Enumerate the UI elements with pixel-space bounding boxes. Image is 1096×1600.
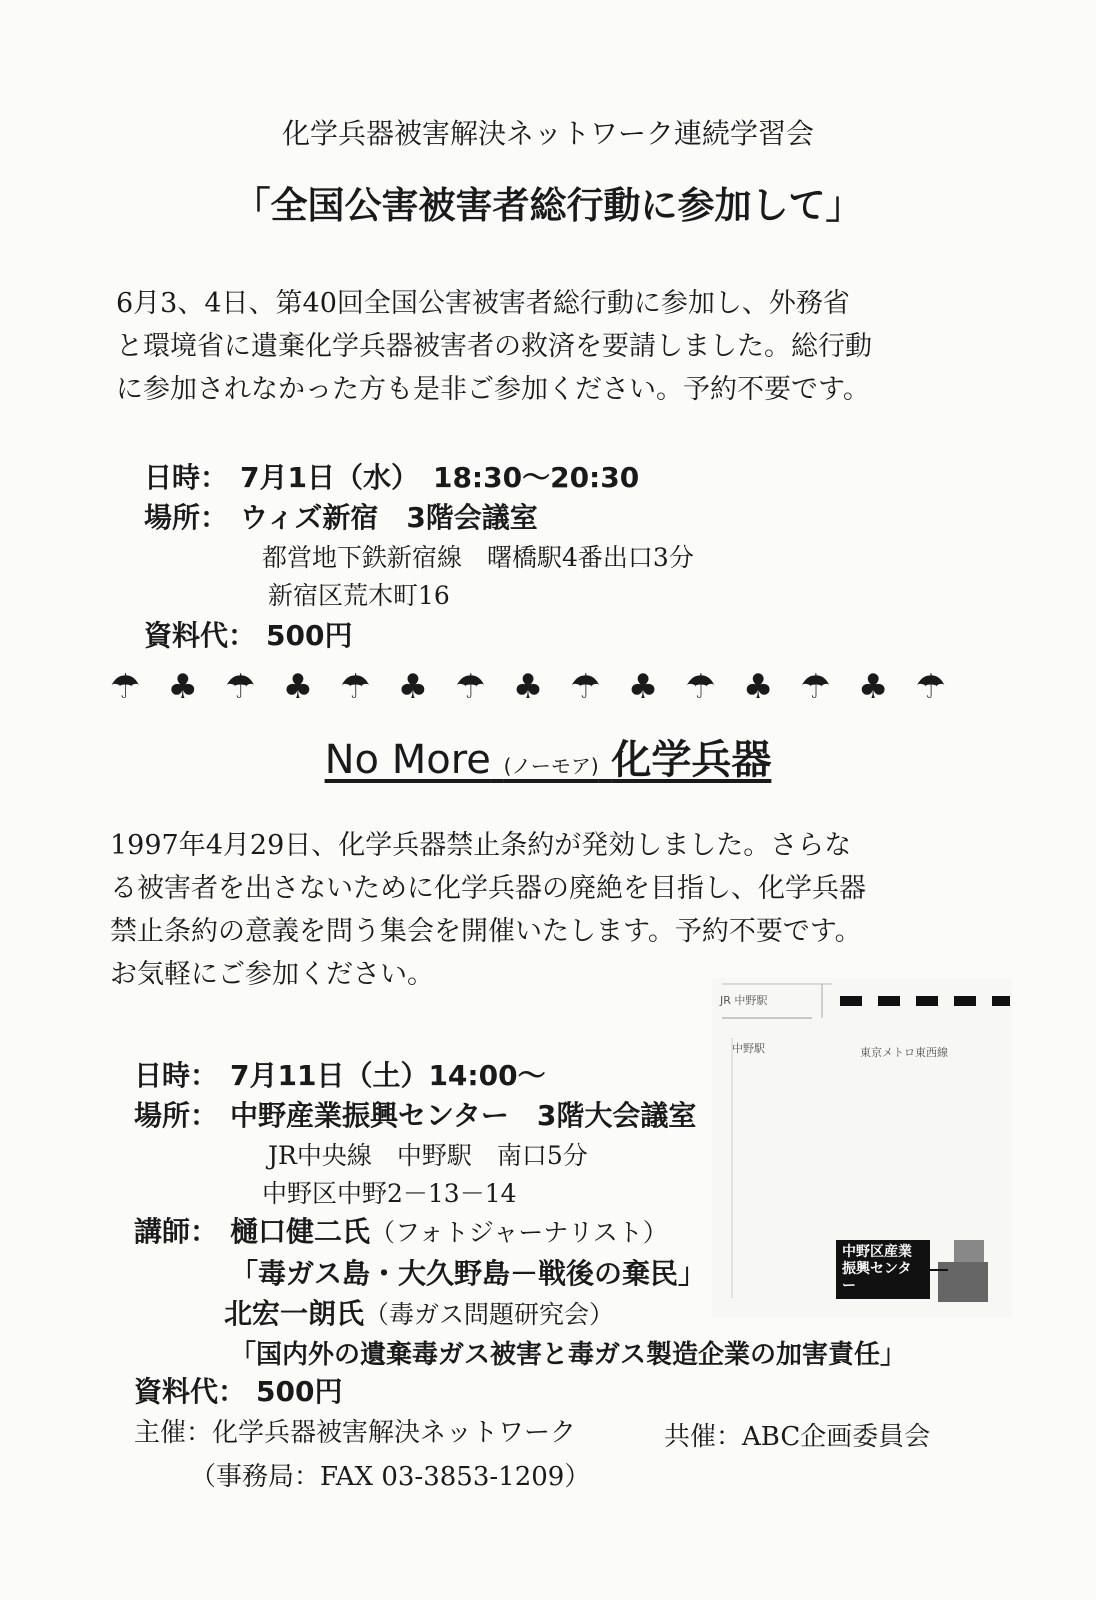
- event2-description-line: お気軽にご参加ください。: [110, 959, 434, 990]
- map-station-label-1: JR 中野駅: [720, 994, 768, 1007]
- ornament-divider: [110, 662, 946, 712]
- event1-fee-label: 資料代：: [144, 619, 257, 652]
- event1-description-line: 6月3、4日、第40回全国公害被害者総行動に参加し、外務省: [116, 288, 850, 319]
- umbrella-icon: ☂: [455, 667, 486, 707]
- event2-description-line: る被害者を出さないために化学兵器の廃絶を目指し、化学兵器: [110, 873, 866, 904]
- clover-icon: ♣: [512, 667, 544, 707]
- clover-icon: ♣: [397, 667, 429, 707]
- umbrella-icon: ☂: [800, 667, 831, 707]
- event1-place-label: 場所：: [144, 501, 229, 534]
- event1-fee-value: 500円: [266, 619, 353, 652]
- umbrella-icon: ☂: [915, 667, 946, 707]
- umbrella-icon: ☂: [570, 667, 601, 707]
- clover-icon: ♣: [857, 667, 889, 707]
- speaker2-talk: 「国内外の遺棄毒ガス被害と毒ガス製造企業の加害責任」: [230, 1340, 907, 1370]
- clover-icon: ♣: [282, 667, 314, 707]
- clover-icon: ♣: [742, 667, 774, 707]
- event1-date-label: 日時：: [144, 461, 229, 494]
- event2-address: 中野区中野2－13－14: [262, 1179, 517, 1208]
- event1-date-value: 7月1日（水） 18:30～20:30: [240, 461, 640, 494]
- event2-place-row: [134, 1094, 696, 1134]
- clover-icon: ♣: [167, 667, 199, 707]
- map-station-label-2: 中野駅: [732, 1042, 765, 1055]
- event2-fee-value: 500円: [256, 1375, 343, 1408]
- event1-access: 都営地下鉄新宿線 曙橋駅4番出口3分: [262, 543, 694, 572]
- office-contact: （事務局：FAX 03-3853-1209）: [190, 1462, 591, 1492]
- umbrella-icon: ☂: [110, 667, 141, 707]
- event2-access: JR中央線 中野駅 南口5分: [268, 1141, 588, 1170]
- event1-address: 新宿区荒木町16: [268, 581, 450, 610]
- speaker2-name: 北宏一朗氏: [224, 1297, 365, 1330]
- event1-description: [116, 282, 872, 411]
- event2-description-line: 禁止条約の意義を問う集会を開催いたします。予約不要です。: [110, 916, 862, 947]
- event2-title-underlined: [325, 737, 772, 783]
- speaker1-affiliation: （フォトジャーナリスト）: [370, 1218, 668, 1247]
- event1-description-line: に参加されなかった方も是非ご参加ください。予約不要です。: [116, 374, 870, 405]
- event2-title-kanji: 化学兵器: [611, 737, 772, 783]
- map-venue-label: 中野区産業振興センター: [836, 1240, 930, 1299]
- speaker1-row: [134, 1210, 668, 1250]
- event2-date-row: [134, 1054, 546, 1094]
- event2-title-reading: (ノーモア): [503, 754, 599, 778]
- speaker2-affiliation: （毒ガス問題研究会）: [364, 1300, 615, 1329]
- event1-place-value: ウィズ新宿 3階会議室: [240, 501, 538, 534]
- event2-title-latin: No More: [324, 737, 491, 783]
- event1-description-line: と環境省に遺棄化学兵器被害者の救済を要請しました。総行動: [116, 331, 872, 362]
- speaker1-name: 樋口健二氏: [230, 1215, 371, 1248]
- series-title: 化学兵器被害解決ネットワーク連続学習会: [281, 117, 814, 150]
- main-title: 「全国公害被害者総行動に参加して」: [233, 184, 863, 227]
- umbrella-icon: ☂: [225, 667, 256, 707]
- speaker1-talk: 「毒ガス島・大久野島－戦後の棄民」: [230, 1257, 707, 1290]
- event2-title: [0, 728, 1096, 785]
- umbrella-icon: ☂: [685, 667, 716, 707]
- event1-place-row: [144, 496, 538, 536]
- event2-place-label: 場所：: [134, 1099, 219, 1132]
- map-line-label: 東京メトロ東西線: [860, 1046, 948, 1059]
- speaker2-row: [224, 1292, 614, 1332]
- event2-date-label: 日時：: [134, 1059, 219, 1092]
- event2-date-value: 7月11日（土）14:00～: [230, 1059, 546, 1092]
- speakers-label: 講師：: [134, 1215, 219, 1248]
- venue-map: [712, 978, 1012, 1318]
- event2-fee-row: [134, 1370, 342, 1410]
- clover-icon: ♣: [627, 667, 659, 707]
- event2-place-value: 中野産業振興センター 3階大会議室: [230, 1099, 697, 1132]
- event1-date-row: [144, 456, 639, 496]
- co-organizer: 共催：ABC企画委員会: [664, 1422, 931, 1452]
- event1-fee-row: [144, 614, 352, 654]
- organizer: 主催：化学兵器被害解決ネットワーク: [134, 1418, 577, 1448]
- umbrella-icon: ☂: [340, 667, 371, 707]
- event2-description-line: 1997年4月29日、化学兵器禁止条約が発効しました。さらな: [110, 830, 852, 861]
- rail-line: [840, 996, 1010, 1006]
- event2-description: [110, 824, 866, 996]
- event2-fee-label: 資料代：: [134, 1375, 247, 1408]
